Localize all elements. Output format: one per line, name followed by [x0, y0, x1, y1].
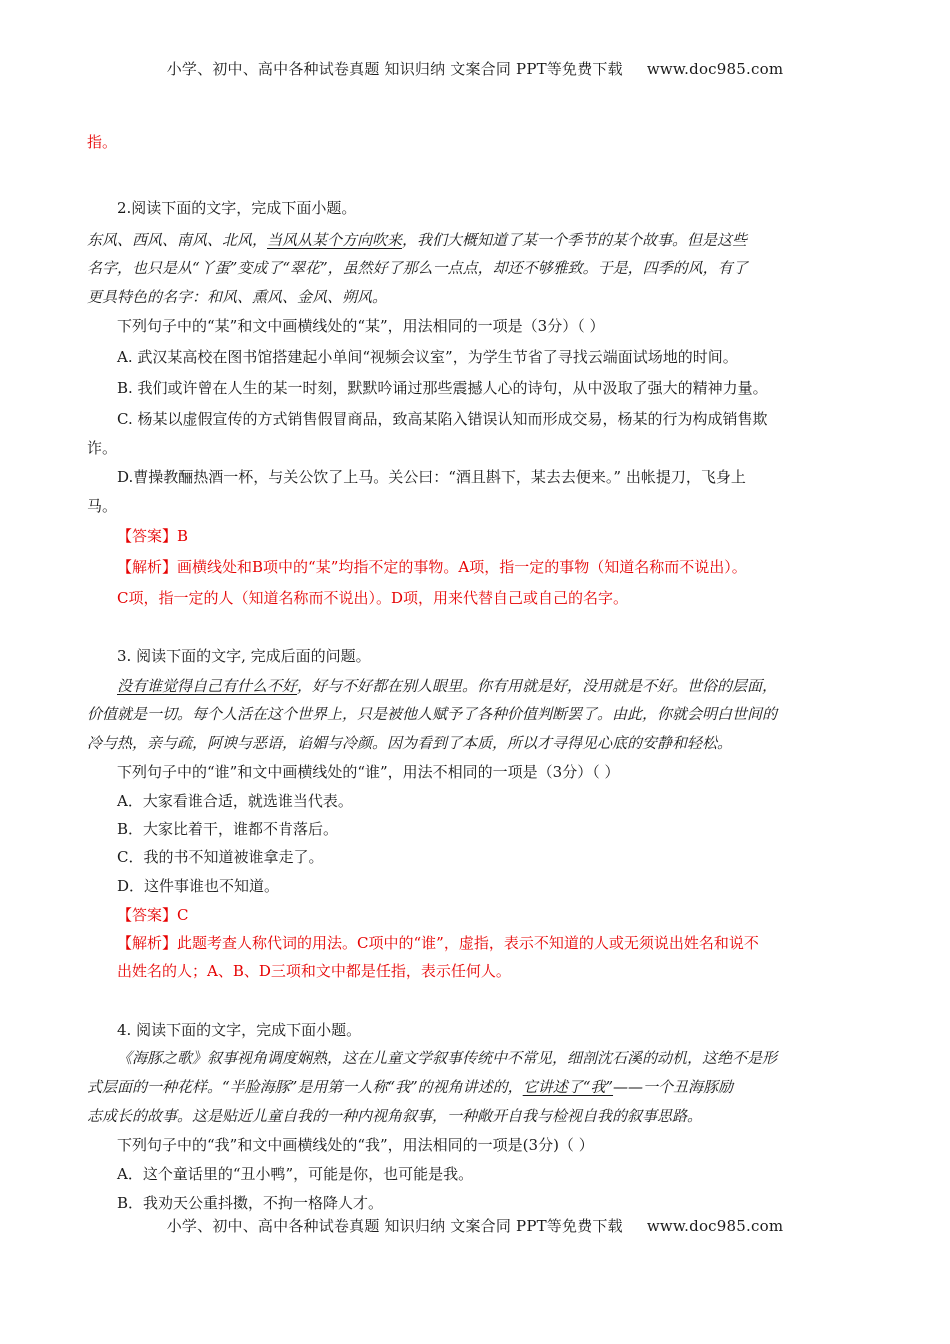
- header-url[interactable]: www.doc985.com: [646, 60, 784, 78]
- q2-option-c-1: C. 杨某以虚假宣传的方式销售假冒商品，致高某陷入错误认知而形成交易，杨某的行为构成销售欺: [117, 410, 768, 428]
- q2-option-c-2: 诈。: [87, 439, 118, 457]
- q2-option-d-1: D.曹操教酾热酒一杯，与关公饮了上马。关公曰：“酒且斟下，某去去便来。” 出帐提刀，飞身上: [117, 468, 746, 486]
- page-footer: [0, 1215, 950, 1236]
- q3-analysis-2: 出姓名的人；A、B、D三项和文中都是任指，表示任何人。: [117, 962, 511, 980]
- page-header: [0, 58, 950, 79]
- q3-option-b: B．大家比着干，谁都不肯落后。: [117, 820, 339, 838]
- q3-analysis-1: 【解析】此题考查人称代词的用法。C项中的“谁”，虚指，表示不知道的人或无须说出姓名和说不: [117, 934, 759, 952]
- q2-analysis-1: 【解析】画横线处和B项中的“某”均指不定的事物。A项，指一定的事物（知道名称而不说出）。: [117, 558, 747, 576]
- q3-underlined-phrase: 没有谁觉得自己有什么不好: [117, 677, 298, 695]
- q4-title: 4. 阅读下面的文字，完成下面小题。: [117, 1021, 362, 1039]
- q4-passage-line-2: [87, 1077, 733, 1097]
- q4-passage-2b: ——一个丑海豚励: [613, 1078, 734, 1096]
- q2-answer: 【答案】B: [117, 527, 189, 545]
- q4-passage-2a: 式层面的一种花样。“半脸海豚”是用第一人称“我”的视角讲述的，: [87, 1078, 523, 1096]
- q4-passage-line-1: 《海豚之歌》叙事视角调度娴熟，这在儿童文学叙事传统中不常见，细剖沈石溪的动机，这绝不是形: [117, 1049, 778, 1067]
- q2-stem: 下列句子中的“某”和文中画横线处的“某”，用法相同的一项是（3分）（ ）: [117, 317, 605, 335]
- q3-passage-line-1: [117, 676, 777, 696]
- q4-option-b: B．我劝天公重抖擞，不拘一格降人才。: [117, 1194, 384, 1212]
- q4-underlined-phrase: 它讲述了“我”: [522, 1078, 614, 1096]
- q2-underlined-phrase: 当风从某个方向吹来: [267, 231, 403, 249]
- q2-option-b: B. 我们或许曾在人生的某一时刻，默默吟诵过那些震撼人心的诗句，从中汲取了强大的精神力量。: [117, 379, 768, 397]
- q2-passage-1b: ，我们大概知道了某一个季节的某个故事。但是这些: [402, 231, 748, 249]
- q3-option-a: A．大家看谁合适，就选谁当代表。: [117, 792, 353, 810]
- q3-passage-line-2: 价值就是一切。每个人活在这个世界上，只是被他人赋予了各种价值判断罢了。由此，你就会明白世间的: [87, 705, 778, 723]
- q2-analysis-2: C项，指一定的人（知道名称而不说出）。D项，用来代替自己或自己的名字。: [117, 589, 629, 607]
- q2-option-a: A. 武汉某高校在图书馆搭建起小单间“视频会议室”，为学生节省了寻找云端面试场地的时间。: [117, 348, 738, 366]
- q2-option-d-2: 马。: [87, 497, 118, 515]
- q2-passage-line-2: 名字，也只是从“丫蛋”变成了“翠花”，虽然好了那么一点点，却还不够雅致。于是，四季的风，有了: [87, 259, 748, 277]
- q2-passage-line-1: [87, 230, 747, 250]
- q3-passage-line-3: 冷与热，亲与疏，阿谀与恶语，谄媚与冷颜。因为看到了本质，所以才寻得见心底的安静和轻松。: [87, 734, 733, 752]
- q3-title: 3. 阅读下面的文字, 完成后面的问题。: [117, 647, 371, 665]
- q2-passage-line-3: 更具特色的名字：和风、熏风、金风、朔风。: [87, 288, 388, 306]
- q2-passage-1a: 东风、西风、南风、北风，: [87, 231, 268, 249]
- q3-option-c: C．我的书不知道被谁拿走了。: [117, 848, 324, 866]
- header-text: 小学、初中、高中各种试卷真题 知识归纳 文案合同 PPT等免费下载: [166, 60, 623, 78]
- footer-text: 小学、初中、高中各种试卷真题 知识归纳 文案合同 PPT等免费下载: [166, 1217, 623, 1235]
- q4-option-a: A．这个童话里的“丑小鸭”，可能是你，也可能是我。: [117, 1165, 474, 1183]
- q3-stem: 下列句子中的“谁”和文中画横线处的“谁”，用法不相同的一项是（3分）（ ）: [117, 763, 620, 781]
- q3-answer: 【答案】C: [117, 906, 189, 924]
- q4-passage-line-3: 志成长的故事。这是贴近儿童自我的一种内视角叙事，一种敞开自我与检视自我的叙事思路。: [87, 1107, 703, 1125]
- prev-tail: 指。: [87, 133, 118, 151]
- q2-title: 2.阅读下面的文字，完成下面小题。: [117, 199, 357, 217]
- footer-url[interactable]: www.doc985.com: [646, 1217, 784, 1235]
- q3-passage-1b: ，好与不好都在别人眼里。你有用就是好，没用就是不好。世俗的层面，: [297, 677, 778, 695]
- q4-stem: 下列句子中的“我”和文中画横线处的“我”，用法相同的一项是(3分)（ ）: [117, 1136, 594, 1154]
- q3-option-d: D．这件事谁也不知道。: [117, 877, 280, 895]
